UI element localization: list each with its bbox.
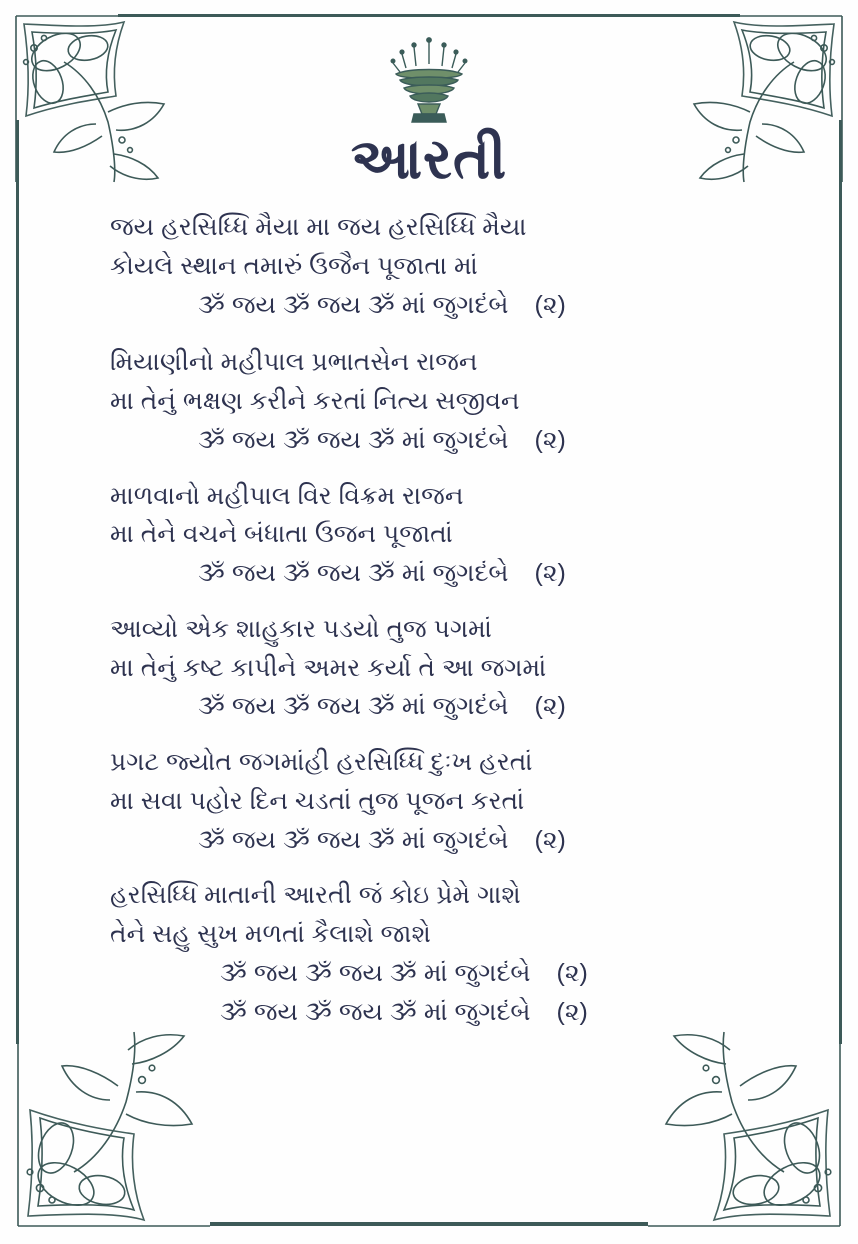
refrain-line [88, 286, 778, 325]
border-top-rule [118, 14, 740, 17]
lyric-line: તેને સહુ સુખ મળતાં કૈલાશે જાશે [110, 920, 431, 948]
lyric-line: માળવાનો મહીપાલ વિર વિક્રમ રાજન [110, 481, 464, 510]
refrain-line [88, 554, 778, 593]
refrain-text: ૐ જય ૐ જય ૐ માં જુગદંબે [198, 425, 509, 454]
lyric-line: પ્રગટ જ્યોત જગમાંહી હરસિધ્ધિ દુઃખ હરતાં [110, 748, 533, 776]
floral-ornament-icon [4, 1025, 219, 1240]
refrain-count: (૨) [556, 958, 588, 987]
stanza [88, 743, 778, 859]
stanza [88, 343, 778, 459]
lyric-line: કોયલે સ્થાન તમારું ઉજૈન પૂજાતા માં [110, 251, 478, 280]
refrain-text: ૐ જય ૐ જય ૐ માં જુગદંબે [198, 825, 509, 854]
stanza [88, 208, 778, 324]
stanza [88, 477, 778, 593]
refrain-text: ૐ જય ૐ જય ૐ માં જુગદંબે [220, 997, 531, 1026]
refrain-text: ૐ જય ૐ જય ૐ માં જુગદંબે [198, 559, 509, 587]
lyric-line: આવ્યો એક શાહુકાર પડયો તુજ પગમાં [110, 614, 492, 643]
refrain-line [88, 687, 778, 726]
lyric-line: મા સવા પહોર દિન ચડતાં તુજ પૂજન કરતાં [110, 786, 525, 815]
floral-ornament-icon [639, 1025, 854, 1240]
lyric-line: હરસિધ્ધિ માતાની આરતી જં કોઇ પ્રેમે ગાશે [110, 881, 521, 910]
refrain-text: ૐ જય ૐ જય ૐ માં જુગદંબે [220, 958, 531, 987]
lyric-line: જય હરસિધ્ધિ મૈયા મા જય હરસિધ્ધિ મૈયા [110, 213, 527, 241]
refrain-line [88, 993, 778, 1032]
refrain-line [88, 954, 778, 993]
lyric-line: મિયાણીનો મહીપાલ પ્રભાતસેન રાજન [110, 348, 478, 377]
refrain-text: ૐ જય ૐ જય ૐ માં જુગદંબે [198, 290, 509, 319]
refrain-count: (૨) [534, 825, 566, 854]
lyrics-body [88, 208, 778, 1048]
refrain-line [88, 421, 778, 460]
refrain-count: (૨) [534, 559, 566, 587]
lyric-line: મા તેને વચને બંધાતા ઉજન પૂજાતાં [110, 520, 453, 549]
lyric-line: મા તેનું ભક્ષણ કરીને કરતાં નિત્ય સજીવન [110, 387, 520, 415]
refrain-count: (૨) [556, 997, 588, 1026]
border-left-rule [16, 120, 19, 1044]
border-right-rule [839, 120, 842, 1044]
lyric-line: મા તેનું કષ્ટ કાપીને અમર કર્યા તે આ જગમાં [110, 653, 547, 682]
page-title: આરતી [350, 127, 508, 190]
refrain-count: (૨) [534, 290, 566, 319]
refrain-text: ૐ જય ૐ જય ૐ માં જુગદંબે [198, 692, 509, 721]
refrain-count: (૨) [534, 692, 566, 721]
temple-lamp-crest-icon [374, 34, 484, 126]
stanza [88, 876, 778, 1031]
stanza [88, 610, 778, 726]
refrain-count: (૨) [534, 425, 566, 454]
border-bottom-rule [210, 1222, 648, 1226]
refrain-line [88, 821, 778, 860]
